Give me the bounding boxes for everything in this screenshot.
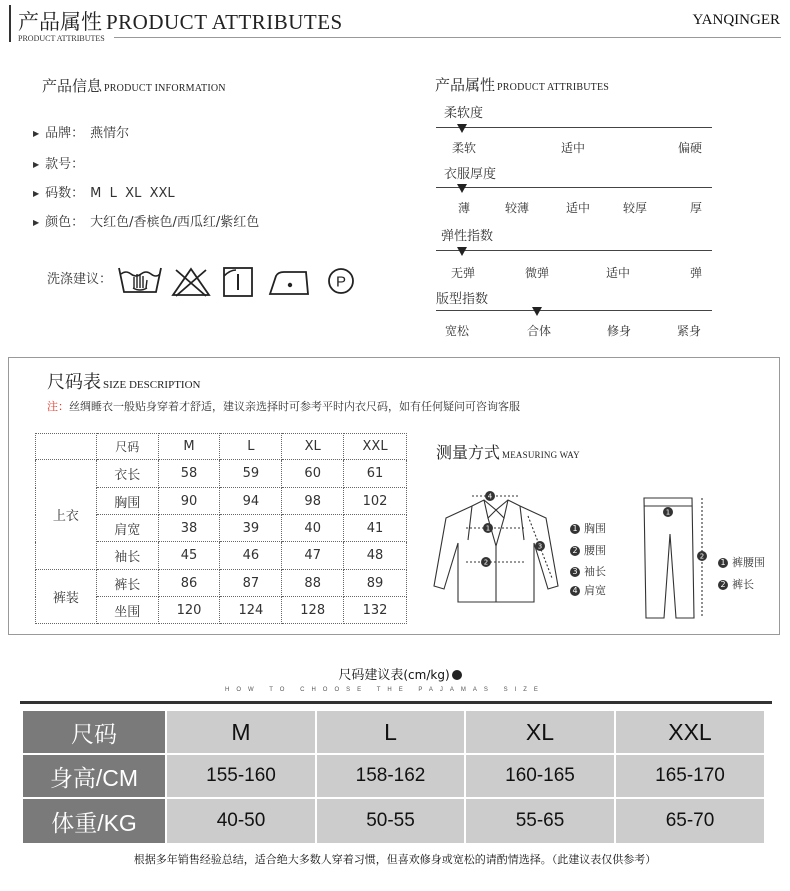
table-cell: 90 [158, 488, 220, 515]
table-cell: 88 [282, 570, 344, 597]
table-cell: 59 [220, 460, 282, 488]
scale-option: 偏硬 [678, 141, 703, 155]
legend-text: 肩宽 [584, 584, 606, 597]
header-divider [114, 37, 781, 38]
scale-option: 无弹 [451, 266, 476, 280]
line-dry-icon [222, 266, 254, 298]
rec-unit: (cm/kg) [403, 668, 450, 682]
product-info-title-en: PRODUCT INFORMATION [104, 83, 226, 94]
scale-thickness-label: 衣服厚度 [444, 167, 497, 182]
table-cell: M [158, 434, 220, 460]
scale-option: 合体 [527, 324, 552, 338]
info-value: M L XL XXL [90, 186, 175, 201]
rec-header-cell: XL [466, 711, 614, 753]
info-label: 颜色： [45, 215, 85, 230]
table-cell: 60 [282, 460, 344, 488]
rec-title-text: 尺码建议表 [338, 668, 404, 683]
scale-option: 适中 [561, 141, 586, 155]
table-cell: 袖长 [96, 542, 158, 570]
table-cell: 98 [282, 488, 344, 515]
scale-option: 较厚 [623, 201, 648, 215]
table-group-cell: 上衣 [36, 460, 97, 570]
scale-option: 修身 [607, 324, 632, 338]
rec-cell: 160-165 [466, 755, 614, 797]
info-row-brand [33, 122, 129, 141]
legend-text: 裤腰围 [732, 556, 765, 569]
scale-option: 适中 [566, 201, 591, 215]
scale-softness-marker [457, 124, 467, 133]
measuring-title-cn: 测量方式 [436, 443, 501, 462]
table-cell: 38 [158, 515, 220, 542]
rec-cell: 165-170 [616, 755, 764, 797]
svg-text:3: 3 [537, 542, 543, 551]
info-row-sizes [33, 182, 175, 201]
info-row-style-no [33, 153, 90, 172]
table-cell: 胸围 [96, 488, 158, 515]
info-value: 燕情尔 [90, 126, 130, 141]
info-label: 品牌： [45, 126, 85, 141]
dry-clean-p-icon [326, 266, 356, 296]
recommendation-footer: 根据多年销售经验总结，适合绝大多数人穿着习惯，但喜欢修身或宽松的请酌情选择。（此建议表仅供参考） [133, 853, 657, 866]
attributes-title [435, 74, 609, 95]
table-cell: 132 [344, 597, 407, 624]
svg-text:P: P [335, 273, 347, 291]
table-cell: XL [282, 434, 344, 460]
info-row-colors [33, 211, 259, 230]
size-description-title [47, 368, 200, 394]
bullet-icon: ▶ [33, 160, 40, 169]
scale-fit-line [436, 310, 712, 311]
bullet-icon: ▶ [33, 189, 40, 198]
rec-cell: 55-65 [466, 799, 614, 843]
number-badge: 1 [718, 558, 728, 568]
table-header-row [36, 434, 407, 460]
scale-option: 宽松 [445, 324, 470, 338]
scale-softness-label: 柔软度 [444, 106, 484, 121]
scale-thickness-marker [457, 184, 467, 193]
product-info-title-cn: 产品信息 [42, 77, 103, 95]
info-label: 款号： [45, 157, 85, 172]
table-cell: 坐围 [96, 597, 158, 624]
scale-option: 较薄 [505, 201, 530, 215]
scale-option: 紧身 [677, 324, 702, 338]
number-badge: 2 [718, 580, 728, 590]
table-cell: 124 [220, 597, 282, 624]
legend-item [718, 554, 765, 570]
table-cell: 47 [282, 542, 344, 570]
number-badge: 2 [570, 546, 580, 556]
size-title-cn: 尺码表 [47, 372, 101, 393]
rec-row-label: 体重/KG [23, 799, 165, 843]
pants-diagram-icon [636, 494, 714, 622]
recommendation-title [30, 664, 770, 683]
svg-text:1: 1 [485, 524, 491, 533]
table-cell: 裤长 [96, 570, 158, 597]
table-cell: 128 [282, 597, 344, 624]
rec-cell: 40-50 [167, 799, 315, 843]
legend-text: 裤长 [732, 578, 754, 591]
table-cell: 120 [158, 597, 220, 624]
svg-text:2: 2 [699, 552, 705, 561]
rec-cell: 155-160 [167, 755, 315, 797]
rec-row-label: 身高/CM [23, 755, 165, 797]
rec-cell: 158-162 [317, 755, 464, 797]
size-table [35, 433, 407, 624]
table-cell: 39 [220, 515, 282, 542]
rec-cell: 50-55 [317, 799, 464, 843]
rec-header-cell: 尺码 [23, 711, 165, 753]
rec-header-cell: M [167, 711, 315, 753]
rec-cell: 65-70 [616, 799, 764, 843]
attributes-title-cn: 产品属性 [435, 76, 496, 94]
legend-item [570, 582, 606, 598]
table-cell: 102 [344, 488, 407, 515]
table-cell: 87 [220, 570, 282, 597]
table-cell: 94 [220, 488, 282, 515]
table-row [36, 460, 407, 488]
table-cell: 89 [344, 570, 407, 597]
bullet-icon: ▶ [33, 129, 40, 138]
table-cell: 46 [220, 542, 282, 570]
table-cell: 衣长 [96, 460, 158, 488]
chevron-down-icon [452, 670, 462, 680]
table-cell: 尺码 [96, 434, 158, 460]
table-cell: 61 [344, 460, 407, 488]
number-badge: 4 [570, 586, 580, 596]
size-title-en: SIZE DESCRIPTION [103, 379, 201, 391]
page-subtitle: PRODUCT ATTRIBUTES [18, 34, 105, 43]
table-cell: 45 [158, 542, 220, 570]
scale-option: 弹 [690, 266, 703, 280]
table-cell: 40 [282, 515, 344, 542]
legend-text: 腰围 [584, 544, 606, 557]
scale-fit-label: 版型指数 [436, 292, 489, 307]
svg-text:2: 2 [483, 558, 489, 567]
scale-thickness-line [436, 187, 712, 188]
attributes-title-en: PRODUCT ATTRIBUTES [497, 82, 610, 93]
info-label: 码数： [45, 186, 85, 201]
info-value: 大红色/香槟色/西瓜红/紫红色 [90, 215, 260, 230]
svg-text:4: 4 [487, 492, 493, 501]
size-note [47, 398, 520, 414]
table-row [36, 570, 407, 597]
number-badge: 1 [570, 524, 580, 534]
scale-option: 厚 [690, 201, 703, 215]
scale-option: 适中 [606, 266, 631, 280]
table-cell: 86 [158, 570, 220, 597]
table-cell: XXL [344, 434, 407, 460]
table-cell [36, 434, 97, 460]
measuring-title [436, 440, 580, 463]
scale-elasticity-label: 弹性指数 [441, 229, 494, 244]
product-info-title [42, 75, 226, 96]
note-text: 丝绸睡衣一般贴身穿着才舒适，建议亲选择时可参考平时内衣尺码，如有任何疑问可咨询客服 [69, 400, 520, 413]
scale-fit-marker [532, 307, 542, 316]
page-title [18, 6, 343, 36]
jacket-diagram-icon [428, 488, 563, 608]
table-cell: 41 [344, 515, 407, 542]
brand-name: YANQINGER [692, 12, 780, 28]
page-title-en: PRODUCT ATTRIBUTES [106, 10, 343, 34]
legend-text: 胸围 [584, 522, 606, 535]
table-cell: 58 [158, 460, 220, 488]
legend-item [570, 563, 606, 579]
header-accent-bar [9, 5, 11, 42]
table-group-cell: 裤装 [36, 570, 97, 624]
rec-header-cell: L [317, 711, 464, 753]
recommendation-subtitle: HOW TO CHOOSE THE PAJAMAS SIZE [225, 687, 545, 693]
legend-text: 袖长 [584, 565, 606, 578]
scale-softness-line [436, 127, 712, 128]
scale-option: 微弹 [525, 266, 550, 280]
iron-low-icon [266, 268, 312, 298]
scale-elasticity-line [436, 250, 712, 251]
scale-option: 薄 [458, 201, 471, 215]
measuring-title-en: MEASURING WAY [502, 450, 580, 460]
bullet-icon: ▶ [33, 218, 40, 227]
legend-item [570, 542, 606, 558]
svg-text:1: 1 [665, 508, 671, 517]
legend-item [570, 520, 606, 536]
wash-label: 洗涤建议： [47, 272, 113, 287]
hand-wash-icon [116, 262, 164, 298]
table-cell: L [220, 434, 282, 460]
legend-item [718, 576, 754, 592]
table-cell: 48 [344, 542, 407, 570]
number-badge: 3 [570, 567, 580, 577]
no-bleach-icon [170, 266, 212, 298]
scale-option: 柔软 [452, 141, 477, 155]
table-cell: 肩宽 [96, 515, 158, 542]
scale-elasticity-marker [457, 247, 467, 256]
recommendation-divider [20, 701, 772, 704]
rec-header-cell: XXL [616, 711, 764, 753]
page-title-cn: 产品属性 [18, 10, 102, 34]
note-prefix: 注： [47, 400, 69, 413]
